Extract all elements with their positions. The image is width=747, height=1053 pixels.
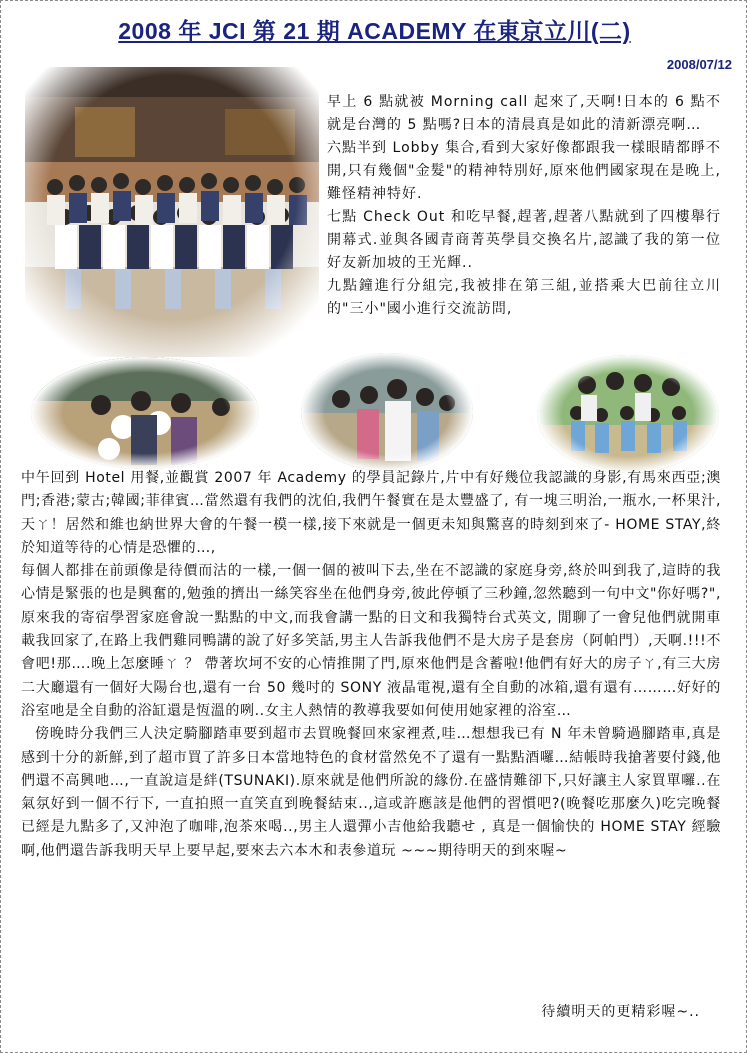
paragraph: 九點鐘進行分組完,我被排在第三組,並搭乘大巴前往立川的"三小"國小進行交流訪問, [327, 278, 721, 317]
classroom-photo-3 [537, 355, 719, 473]
issue-date: 2008/07/12 [666, 57, 732, 72]
right-column-text [327, 91, 721, 321]
classroom-photo-1 [31, 357, 259, 469]
classroom-photo-2 [301, 353, 473, 471]
page-title: 2008 年 JCI 第 21 期 ACADEMY 在東京立川(二) [118, 18, 631, 44]
closing-line: 待續明天的更精彩喔~.. [541, 1004, 700, 1020]
paragraph: 六點半到 Lobby 集合,看到大家好像都跟我一樣眼睛都睜不開,只有幾個"金髮"的精神特別好,原來他們國家現在是晚上,難怪精神特好. [327, 140, 721, 202]
group-photo [25, 67, 319, 357]
paragraph: 中午回到 Hotel 用餐,並觀賞 2007 年 Academy 的學員記錄片,片中有好幾位我認識的身影,有馬來西亞;澳門;香港;蒙古;韓國;菲律賓…當然還有我們的沈伯,我們午餐實在是太豐盛了, 有一塊三明治,一瓶水,一杯果汁,天ㄚ！居然和維也納世界大會的午餐一模一樣,接下來就是一個更未知與驚喜的時刻到來了- HOME STAY,終於知道等待的心情是恐懼的…, [21, 470, 721, 556]
paragraph: 每個人都排在前頭像是待價而沽的一樣,一個一個的被叫下去,坐在不認識的家庭身旁,終於叫到我了,這時的我心情是緊張的也是興奮的,勉強的擠出一絲笑容坐在他們身旁,彼此停頓了三秒鐘,忽然聽到一句中文"你好嗎?", 原來我的寄宿學習家庭會說一點點的中文,而我會講一點的日文和我獨特台式英文, 閒聊了一會兒他們就開車載我回家了,在路上我們雞同鴨講的說了好多笑話,男主人告訴我他們不是大房子是套房（阿帕門）,天啊.!!!不會吧!那….晚上怎麼睡ㄚ ？ 帶著坎坷不安的心情推開了門,原來他們是含蓄啦!他們有好大的房子ㄚ,有三大房二大廳還有一個好大陽台也,還有一台 50 幾吋的 SONY 液晶電視,還有全自動的冰箱,還有還有………好好的浴室吔是全自動的浴缸還是恆溫的咧..女主人熱情的教導我要如何使用她家裡的浴室… [21, 563, 721, 719]
paragraph: 七點 Check Out 和吃早餐,趕著,趕著八點就到了四樓舉行開幕式.並與各國青商菁英學員交換名片,認識了我的第一位好友新加坡的王光輝.. [327, 209, 721, 271]
article-body [21, 467, 721, 863]
paragraph: 傍晚時分我們三人決定騎腳踏車要到超市去買晚餐回來家裡煮,哇…想想我已有 N 年未曾騎過腳踏車,真是感到十分的新鮮,到了超市買了許多日本當地特色的食材當然免不了還有一點點酒囉…結帳時我搶著要付錢,他們還不高興吔…,一直說這是絆(TSUNAKI).原來就是他們所說的緣份.在盛情難卻下,只好讓主人家買單囉..在氣氛好到一個不行下, 一直拍照一直笑直到晚餐結束..,這或許應該是他們的習慣吧?(晚餐吃那麼久)吃完晚餐已經是九點多了,又沖泡了咖啡,泡茶來喝..,男主人還彈小吉他給我聽せ , 真是一個愉快的 HOME STAY 經驗啊,他們還告訴我明天早上要早起,要來去六本木和表參道玩 ~~~期待明天的到來喔~ [21, 726, 721, 859]
paragraph: 早上 6 點就被 Morning call 起來了,天啊!日本的 6 點不就是台灣的 5 點嗎?日本的清晨真是如此的清新漂亮啊… [327, 94, 721, 133]
